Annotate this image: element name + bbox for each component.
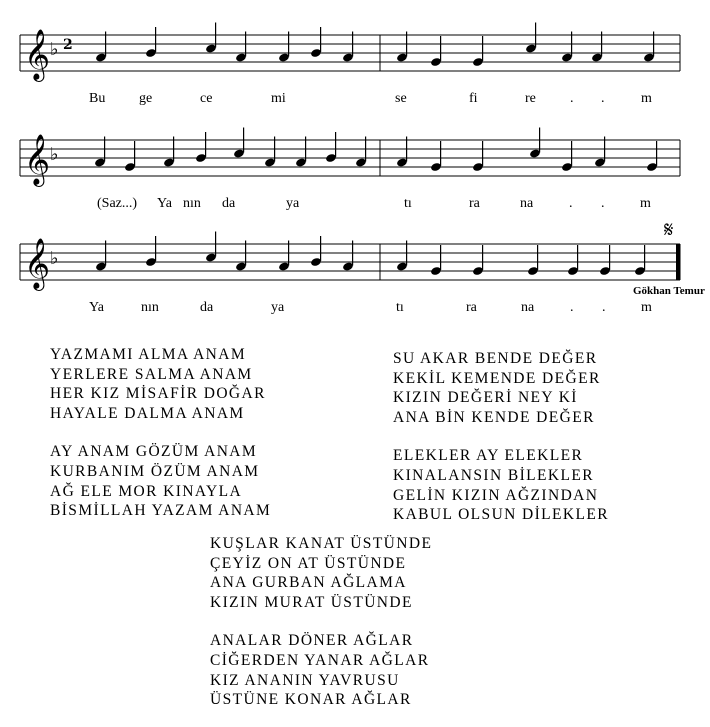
sheet-music-score [0, 0, 710, 330]
verse-line: ELEKLER AY ELEKLER [393, 447, 584, 465]
note [396, 32, 408, 63]
lyric-syllable: tı [404, 196, 412, 211]
note [396, 241, 408, 272]
lyric-syllable: . [570, 300, 574, 315]
lyric-syllable: . [601, 196, 605, 211]
verse-line: HAYALE DALMA ANAM [50, 404, 245, 422]
verse-line: YAZMAMI ALMA ANAM [50, 346, 247, 363]
verse-line: KINALANSIN BİLEKLER [393, 466, 594, 484]
lyric-syllable: nın [141, 300, 159, 315]
note [264, 137, 276, 168]
verse-line: SU AKAR BENDE DEĞER [393, 350, 598, 367]
note [310, 27, 322, 58]
verse-line: ANALAR DÖNER AĞLAR [210, 632, 414, 650]
lyric-syllable: (Saz...) [97, 196, 138, 211]
treble-clef-icon: 𝄞 [24, 238, 51, 289]
verse-line: KEKİL KEMENDE DEĞER [393, 369, 601, 387]
note [124, 141, 136, 172]
note [278, 241, 290, 272]
note [525, 23, 537, 54]
lyric-syllable: na [521, 300, 535, 315]
note [561, 141, 573, 172]
note [396, 137, 408, 168]
note [591, 32, 603, 63]
note [643, 32, 655, 63]
note [634, 245, 646, 276]
lyric-syllable: ya [271, 300, 285, 315]
verse-line: KURBANIM ÖZÜM ANAM [50, 462, 260, 480]
lyric-syllable: fi [469, 91, 478, 106]
lyric-syllable: m [640, 196, 651, 211]
note [278, 32, 290, 63]
note [567, 245, 579, 276]
note [430, 245, 442, 276]
note [94, 137, 106, 168]
note [95, 32, 107, 63]
treble-clef-icon: 𝄞 [24, 134, 51, 185]
note [472, 36, 484, 67]
flat-icon: ♭ [50, 144, 59, 165]
note [594, 137, 606, 168]
verse-line: GELİN KIZIN AĞZINDAN [393, 486, 599, 504]
lyric-syllable: na [520, 196, 534, 211]
staff [20, 35, 680, 71]
note [430, 36, 442, 67]
note [295, 137, 307, 168]
verse-line: AY ANAM GÖZÜM ANAM [50, 443, 258, 461]
lyric-syllable: tı [396, 300, 404, 315]
composer-credit: Gökhan Temur [633, 285, 705, 297]
note [195, 132, 207, 163]
lyric-syllable: . [569, 196, 573, 211]
lyric-syllable: mi [271, 91, 286, 106]
verse-line: BİSMİLLAH YAZAM ANAM [50, 502, 272, 520]
verse-line: KUŞLAR KANAT ÜSTÜNDE [210, 535, 433, 552]
note [472, 245, 484, 276]
staff [20, 244, 680, 280]
verse-line: ÇEYİZ ON AT ÜSTÜNDE [210, 554, 407, 572]
segno-icon: 𝄋 [664, 218, 674, 243]
lyric-syllable: ge [139, 91, 153, 106]
lyric-syllable: . [602, 300, 606, 315]
lyric-syllable: ya [286, 196, 300, 211]
lyric-syllable: Ya [89, 300, 104, 315]
final-barline [676, 244, 680, 280]
verse-line: AĞ ELE MOR KINAYLA [50, 482, 243, 500]
note [342, 32, 354, 63]
lyric-syllable: . [570, 91, 574, 106]
treble-clef-icon: 𝄞 [24, 29, 51, 80]
verse-block-right [393, 349, 609, 525]
note [205, 23, 217, 54]
verse-line: KIZ ANANIN YAVRUSU [210, 671, 400, 689]
note [472, 141, 484, 172]
lyric-syllable: ce [200, 91, 213, 106]
note [310, 236, 322, 267]
verse-block-left [50, 345, 271, 521]
lyric-syllable: m [641, 300, 652, 315]
staff [20, 140, 680, 176]
verse-line: HER KIZ MİSAFİR DOĞAR [50, 385, 266, 403]
verse-line: ÜSTÜNE KONAR AĞLAR [210, 691, 412, 709]
note [205, 232, 217, 263]
verse-line: KIZIN DEĞERİ NEY Kİ [393, 389, 578, 407]
lyric-syllable: ra [469, 196, 480, 211]
note [527, 245, 539, 276]
lyric-syllable: da [200, 300, 214, 315]
note [646, 141, 658, 172]
note [235, 241, 247, 272]
time-signature-icon: 2 [63, 37, 73, 53]
note [325, 132, 337, 163]
note [599, 245, 611, 276]
note [145, 27, 157, 58]
note [145, 236, 157, 267]
lyric-syllable: Ya [157, 196, 172, 211]
note [163, 137, 175, 168]
lyric-syllable: se [395, 91, 407, 106]
verse-line: KIZIN MURAT ÜSTÜNDE [210, 593, 413, 611]
verse-line: KABUL OLSUN DİLEKLER [393, 506, 609, 524]
note [355, 137, 367, 168]
verse-line: YERLERE SALMA ANAM [50, 365, 253, 383]
verse-block-center [210, 534, 432, 710]
lyric-syllable: ra [466, 300, 477, 315]
note [235, 32, 247, 63]
lyric-syllable: nın [183, 196, 201, 211]
note [342, 241, 354, 272]
verse-line: CİĞERDEN YANAR AĞLAR [210, 651, 430, 669]
lyric-syllable: . [601, 91, 605, 106]
flat-icon: ♭ [50, 248, 59, 269]
note [95, 241, 107, 272]
verse-line: ANA GURBAN AĞLAMA [210, 574, 407, 592]
verse-line: ANA BİN KENDE DEĞER [393, 408, 595, 426]
note [430, 141, 442, 172]
note [561, 32, 573, 63]
lyric-syllable: m [641, 91, 652, 106]
note [529, 128, 541, 159]
note [233, 128, 245, 159]
lyric-syllable: re [525, 91, 536, 106]
flat-icon: ♭ [50, 39, 59, 60]
lyric-syllable: Bu [89, 91, 106, 106]
lyric-syllable: da [222, 196, 236, 211]
